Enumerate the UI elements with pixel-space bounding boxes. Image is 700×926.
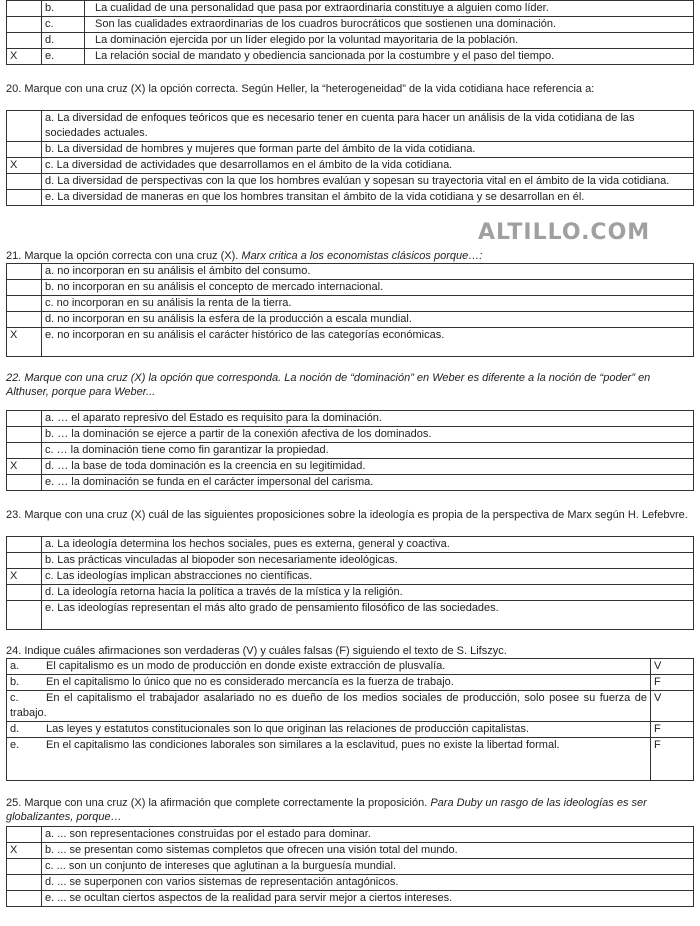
answer-mark-cell[interactable]: X [7, 328, 42, 357]
answer-mark-cell[interactable] [7, 111, 42, 142]
q23-prompt [6, 508, 694, 522]
answer-mark-cell[interactable] [7, 17, 42, 33]
option-text: b. ... se presentan como sistemas completos que ofrecen una visión total del mundo. [42, 843, 694, 859]
option-text: e. … la dominación se funda en el carácter impersonal del carisma. [42, 475, 694, 491]
answer-mark-cell[interactable] [7, 601, 42, 630]
option-text: En el capitalismo las condiciones laborales son similares a la esclavitud, pues no existe la libertad formal. [46, 739, 560, 751]
q21-options-table [6, 263, 694, 357]
q22-options-table [6, 410, 694, 491]
answer-mark-cell[interactable] [7, 296, 42, 312]
answer-mark-cell[interactable] [7, 1, 42, 17]
answer-mark-cell[interactable] [7, 875, 42, 891]
option-letter: a. [10, 660, 20, 672]
answer-mark-cell[interactable] [7, 280, 42, 296]
option-row [7, 158, 694, 174]
answer-mark-cell[interactable] [7, 142, 42, 158]
option-row [7, 443, 694, 459]
answer-mark-cell[interactable]: X [7, 158, 42, 174]
option-letter: b. [42, 1, 85, 17]
answer-mark-cell[interactable] [7, 859, 42, 875]
option-row [7, 891, 694, 907]
option-row [7, 601, 694, 630]
option-row [7, 111, 694, 142]
statement-cell [7, 675, 651, 691]
option-text: En el capitalismo el trabajador asalariado no es dueño de los medios sociales de producción, solo posee su fuerza de trabajo. [10, 692, 647, 719]
statement-cell [7, 738, 651, 781]
option-row [7, 427, 694, 443]
option-text: La relación social de mandato y obediencia sancionada por la costumbre y el paso del tiempo. [85, 49, 694, 65]
answer-mark-cell[interactable]: X [7, 569, 42, 585]
option-row [7, 722, 694, 738]
option-text: En el capitalismo lo único que no es considerado mercancía es la fuerza de trabajo. [46, 676, 454, 688]
option-row [7, 843, 694, 859]
option-row [7, 691, 694, 722]
option-text: d. … la base de toda dominación es la creencia en su legitimidad. [42, 459, 694, 475]
option-row [7, 33, 694, 49]
option-text: Son las cualidades extraordinarias de los cuadros burocráticos que sostienen una dominación. [85, 17, 694, 33]
altillo-watermark: ALTILLO.COM [478, 220, 651, 245]
answer-mark-cell[interactable] [7, 190, 42, 206]
option-letter: d. [10, 723, 20, 735]
option-text: c. Las ideologías implican abstracciones no científicas. [42, 569, 694, 585]
option-row [7, 675, 694, 691]
option-letter: d. [42, 33, 85, 49]
option-text: d. no incorporan en su análisis la esfera de la producción a escala mundial. [42, 312, 694, 328]
q22-prompt [6, 371, 694, 399]
option-row [7, 142, 694, 158]
option-letter: b. [10, 676, 20, 688]
q25-options-table [6, 826, 694, 907]
answer-mark-cell[interactable] [7, 264, 42, 280]
option-row [7, 585, 694, 601]
option-letter: e. [42, 49, 85, 65]
option-text: e. La diversidad de maneras en que los hombres transitan el ámbito de la vida cotidiana y se desarrollan en él. [42, 190, 694, 206]
answer-mark-cell[interactable] [7, 427, 42, 443]
option-row [7, 190, 694, 206]
q21-prompt [6, 249, 694, 263]
answer-mark-cell[interactable] [7, 312, 42, 328]
option-row [7, 459, 694, 475]
prompt-text: Para Duby un rasgo de las ideologías es ser globalizantes, porque… [6, 797, 647, 823]
option-row [7, 537, 694, 553]
option-text: b. … la dominación se ejerce a partir de la conexión afectiva de los dominados. [42, 427, 694, 443]
option-letter: e. [10, 739, 20, 751]
statement-cell [7, 659, 651, 675]
prompt-text: 25. Marque con una cruz (X) la afirmación que complete correctamente la proposición. [6, 797, 431, 809]
option-text: b. Las prácticas vinculadas al biopoder son necesariamente ideológicas. [42, 553, 694, 569]
answer-mark-cell[interactable] [7, 537, 42, 553]
true-false-answer-cell[interactable]: F [651, 738, 694, 781]
option-text: e. Las ideologías representan el más alto grado de pensamiento filosófico de las sociedades. [42, 601, 694, 630]
option-text: c. no incorporan en su análisis la renta de la tierra. [42, 296, 694, 312]
option-text: a. La ideología determina los hechos sociales, pues es externa, general y coactiva. [42, 537, 694, 553]
q23-options-table [6, 536, 694, 630]
question-19-options-table [6, 0, 694, 65]
option-row [7, 553, 694, 569]
option-text: e. no incorporan en su análisis el carácter histórico de las categorías económicas. [42, 328, 694, 357]
option-row [7, 264, 694, 280]
answer-mark-cell[interactable]: X [7, 459, 42, 475]
option-row [7, 328, 694, 357]
option-text: c. ... son un conjunto de intereses que aglutinan a la burguesía mundial. [42, 859, 694, 875]
option-row [7, 17, 694, 33]
option-row [7, 49, 694, 65]
answer-mark-cell[interactable] [7, 585, 42, 601]
option-text: d. La diversidad de perspectivas con la que los hombres evalúan y sopesan su trayectoria vital en el ámbito de la vida cotidiana. [42, 174, 694, 190]
option-text: c. La diversidad de actividades que desarrollamos en el ámbito de la vida cotidiana. [42, 158, 694, 174]
answer-mark-cell[interactable] [7, 443, 42, 459]
option-text: d. La ideología retorna hacia la política a través de la mística y la religión. [42, 585, 694, 601]
option-letter: c. [10, 692, 19, 704]
option-text: b. no incorporan en su análisis el concepto de mercado internacional. [42, 280, 694, 296]
prompt-text: 24. Indique cuáles afirmaciones son verdaderas (V) y cuáles falsas (F) siguiendo el texto de S. Lifszyc. [6, 645, 507, 657]
option-text: c. … la dominación tiene como fin garantizar la propiedad. [42, 443, 694, 459]
statement-cell [7, 722, 651, 738]
option-text: a. La diversidad de enfoques teóricos que es necesario tener en cuenta para hacer un análisis de la vida cotidiana de las sociedades actuales. [42, 111, 694, 142]
answer-mark-cell[interactable] [7, 33, 42, 49]
option-text: La dominación ejercida por un líder elegido por la voluntad mayoritaria de la población. [85, 33, 694, 49]
option-text: a. no incorporan en su análisis el ámbito del consumo. [42, 264, 694, 280]
q24-prompt [6, 644, 694, 658]
option-text: Las leyes y estatutos constitucionales son lo que originan las relaciones de producción capitalistas. [46, 723, 530, 735]
option-row [7, 569, 694, 585]
option-row [7, 827, 694, 843]
true-false-answer-cell[interactable]: F [651, 722, 694, 738]
answer-mark-cell[interactable]: X [7, 49, 42, 65]
option-letter: c. [42, 17, 85, 33]
option-text: a. ... son representaciones construidas por el estado para dominar. [42, 827, 694, 843]
answer-mark-cell[interactable] [7, 411, 42, 427]
option-row [7, 659, 694, 675]
true-false-answer-cell[interactable]: F [651, 675, 694, 691]
option-row [7, 875, 694, 891]
prompt-text: 23. Marque con una cruz (X) cuál de las siguientes proposiciones sobre la ideología es propia de la perspectiva de Marx según H. Lefebvre. [6, 509, 688, 521]
option-row [7, 280, 694, 296]
q24-options-table [6, 658, 694, 781]
prompt-text: 20. Marque con una cruz (X) la opción correcta. Según Heller, la “heterogeneidad” de la vida cotidiana hace referencia a: [6, 83, 595, 95]
q20-options-table [6, 110, 694, 206]
option-text: d. ... se superponen con varios sistemas de representación antagónicos. [42, 875, 694, 891]
prompt-text: 22. Marque con una cruz (X) la opción que corresponda. La noción de “dominación” en Weber es diferente a la noción de “poder” en Althuser, porque para Weber... [6, 372, 651, 398]
statement-cell [7, 691, 651, 722]
option-row [7, 859, 694, 875]
answer-mark-cell[interactable] [7, 827, 42, 843]
answer-mark-cell[interactable] [7, 891, 42, 907]
option-row [7, 475, 694, 491]
q25-prompt [6, 796, 694, 824]
option-row [7, 312, 694, 328]
answer-mark-cell[interactable] [7, 174, 42, 190]
option-row [7, 296, 694, 312]
option-text: a. … el aparato represivo del Estado es requisito para la dominación. [42, 411, 694, 427]
option-row [7, 738, 694, 781]
option-text: b. La diversidad de hombres y mujeres que forman parte del ámbito de la vida cotidiana. [42, 142, 694, 158]
option-text: La cualidad de una personalidad que pasa por extraordinaria constituye a alguien como líder. [85, 1, 694, 17]
option-text: El capitalismo es un modo de producción en donde existe extracción de plusvalía. [46, 660, 446, 672]
true-false-answer-cell[interactable]: V [651, 691, 694, 722]
option-row [7, 1, 694, 17]
option-row [7, 411, 694, 427]
option-row [7, 174, 694, 190]
answer-mark-cell[interactable]: X [7, 843, 42, 859]
answer-mark-cell[interactable] [7, 553, 42, 569]
prompt-text: Marx critica a los economistas clásicos porque…: [241, 250, 483, 262]
answer-mark-cell[interactable] [7, 475, 42, 491]
prompt-text: 21. Marque la opción correcta con una cruz (X). [6, 250, 242, 262]
true-false-answer-cell[interactable]: V [651, 659, 694, 675]
option-text: e. ... se ocultan ciertos aspectos de la realidad para servir mejor a ciertos intereses. [42, 891, 694, 907]
q20-prompt [6, 82, 694, 96]
